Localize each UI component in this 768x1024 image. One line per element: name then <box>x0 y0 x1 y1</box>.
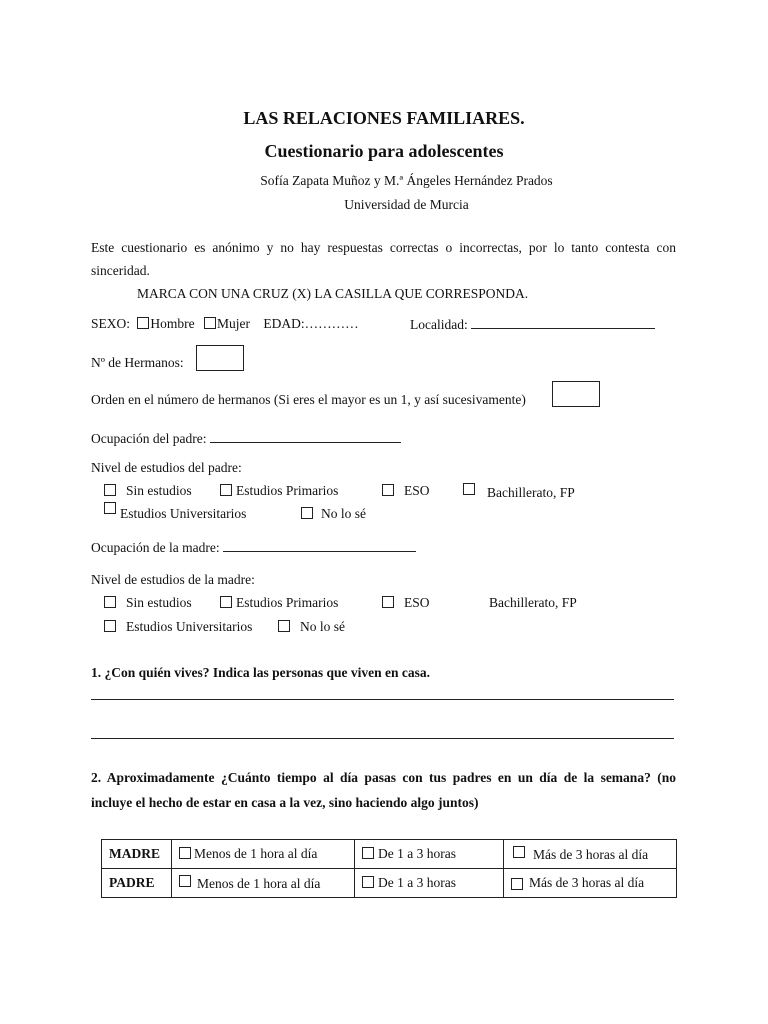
question-2-line-1: 2. Aproximadamente ¿Cuánto tiempo al día pasas con tus padres en un día de la semana? (no <box>91 770 676 785</box>
checkbox-icon[interactable] <box>301 507 313 519</box>
table-row <box>102 840 677 869</box>
intro-line-2: sinceridad. <box>91 263 150 278</box>
institution: Universidad de Murcia <box>344 197 469 212</box>
answer-line-1[interactable] <box>91 699 674 700</box>
edad-field[interactable]: EDAD:………… <box>263 316 359 331</box>
ocupacion-padre-row <box>91 430 401 447</box>
answer-line-2[interactable] <box>91 738 674 739</box>
checkbox-icon[interactable] <box>220 596 232 608</box>
checkbox-icon[interactable] <box>513 846 525 858</box>
madre-opt-1[interactable]: Menos de 1 hora al día <box>172 840 355 869</box>
time-table <box>101 839 677 898</box>
checkbox-icon[interactable] <box>511 878 523 890</box>
madre-option-no-lo-se[interactable]: No lo sé <box>278 619 345 635</box>
checkbox-icon[interactable] <box>104 484 116 496</box>
padre-option-bachillerato[interactable]: Bachillerato, FP <box>463 483 575 501</box>
padre-option-no-lo-se[interactable]: No lo sé <box>301 506 366 522</box>
padre-univ-checkbox-wrap[interactable] <box>104 501 120 517</box>
authors: Sofía Zapata Muñoz y M.ª Ángeles Hernández Prados <box>260 173 553 188</box>
table-row <box>102 869 677 898</box>
orden-label: Orden en el número de hermanos (Si eres el mayor es un 1, y así sucesivamente) <box>91 392 526 407</box>
checkbox-icon[interactable] <box>179 875 191 887</box>
localidad-row <box>410 316 655 333</box>
padre-option-eso[interactable]: ESO <box>382 483 430 499</box>
localidad-input-line[interactable] <box>471 316 655 329</box>
checkbox-icon[interactable] <box>362 847 374 859</box>
nivel-madre-label: Nivel de estudios de la madre: <box>91 572 255 587</box>
madre-opt-2[interactable]: De 1 a 3 horas <box>355 840 504 869</box>
mujer-checkbox[interactable] <box>204 317 216 329</box>
checkbox-icon[interactable] <box>104 596 116 608</box>
padre-opt-2[interactable]: De 1 a 3 horas <box>355 869 504 898</box>
madre-option-primarios[interactable]: Estudios Primarios <box>220 595 338 611</box>
ocupacion-madre-row <box>91 539 416 556</box>
checkbox-icon[interactable] <box>220 484 232 496</box>
checkbox-icon[interactable] <box>104 620 116 632</box>
ocupacion-padre-input-line[interactable] <box>210 430 401 443</box>
ocupacion-padre-label: Ocupación del padre: <box>91 431 207 446</box>
hermanos-input-box[interactable] <box>196 345 244 371</box>
hombre-checkbox[interactable] <box>137 317 149 329</box>
checkbox-icon[interactable] <box>463 483 475 495</box>
padre-option-universitarios: Estudios Universitarios <box>120 506 247 521</box>
padre-opt-1[interactable]: Menos de 1 hora al día <box>172 869 355 898</box>
ocupacion-madre-input-line[interactable] <box>223 539 416 552</box>
instruction: MARCA CON UNA CRUZ (X) LA CASILLA QUE CORRESPONDA. <box>137 286 529 301</box>
document-subtitle: Cuestionario para adolescentes <box>264 141 504 161</box>
question-1: 1. ¿Con quién vives? Indica las personas que viven en casa. <box>91 665 431 680</box>
hombre-label: Hombre <box>150 316 195 331</box>
hermanos-label: Nº de Hermanos: <box>91 355 184 370</box>
mujer-label: Mujer <box>217 316 251 331</box>
madre-option-bachillerato: Bachillerato, FP <box>489 595 577 610</box>
checkbox-icon[interactable] <box>278 620 290 632</box>
madre-opt-3[interactable]: Más de 3 horas al día <box>504 840 677 869</box>
madre-option-eso[interactable]: ESO <box>382 595 430 611</box>
intro-line-1: Este cuestionario es anónimo y no hay respuestas correctas o incorrectas, por lo tanto contesta con <box>91 240 676 255</box>
checkbox-icon[interactable] <box>104 502 116 514</box>
ocupacion-madre-label: Ocupación de la madre: <box>91 540 220 555</box>
orden-input-box[interactable] <box>552 381 600 407</box>
document-title: LAS RELACIONES FAMILIARES. <box>243 108 525 128</box>
madre-label: MADRE <box>102 840 172 869</box>
padre-option-primarios[interactable]: Estudios Primarios <box>220 483 338 499</box>
madre-option-sin-estudios[interactable]: Sin estudios <box>104 595 192 611</box>
localidad-label: Localidad: <box>410 317 468 332</box>
madre-option-universitarios[interactable]: Estudios Universitarios <box>104 619 252 635</box>
checkbox-icon[interactable] <box>382 484 394 496</box>
checkbox-icon[interactable] <box>179 847 191 859</box>
sexo-row <box>91 316 359 332</box>
checkbox-icon[interactable] <box>362 876 374 888</box>
checkbox-icon[interactable] <box>382 596 394 608</box>
padre-option-sin-estudios[interactable]: Sin estudios <box>104 483 192 499</box>
question-2-line-2: incluye el hecho de estar en casa a la vez, sino haciendo algo juntos) <box>91 795 479 810</box>
nivel-padre-label: Nivel de estudios del padre: <box>91 460 242 475</box>
padre-opt-3[interactable]: Más de 3 horas al día <box>504 869 677 898</box>
sexo-label: SEXO: <box>91 316 131 331</box>
padre-label: PADRE <box>102 869 172 898</box>
